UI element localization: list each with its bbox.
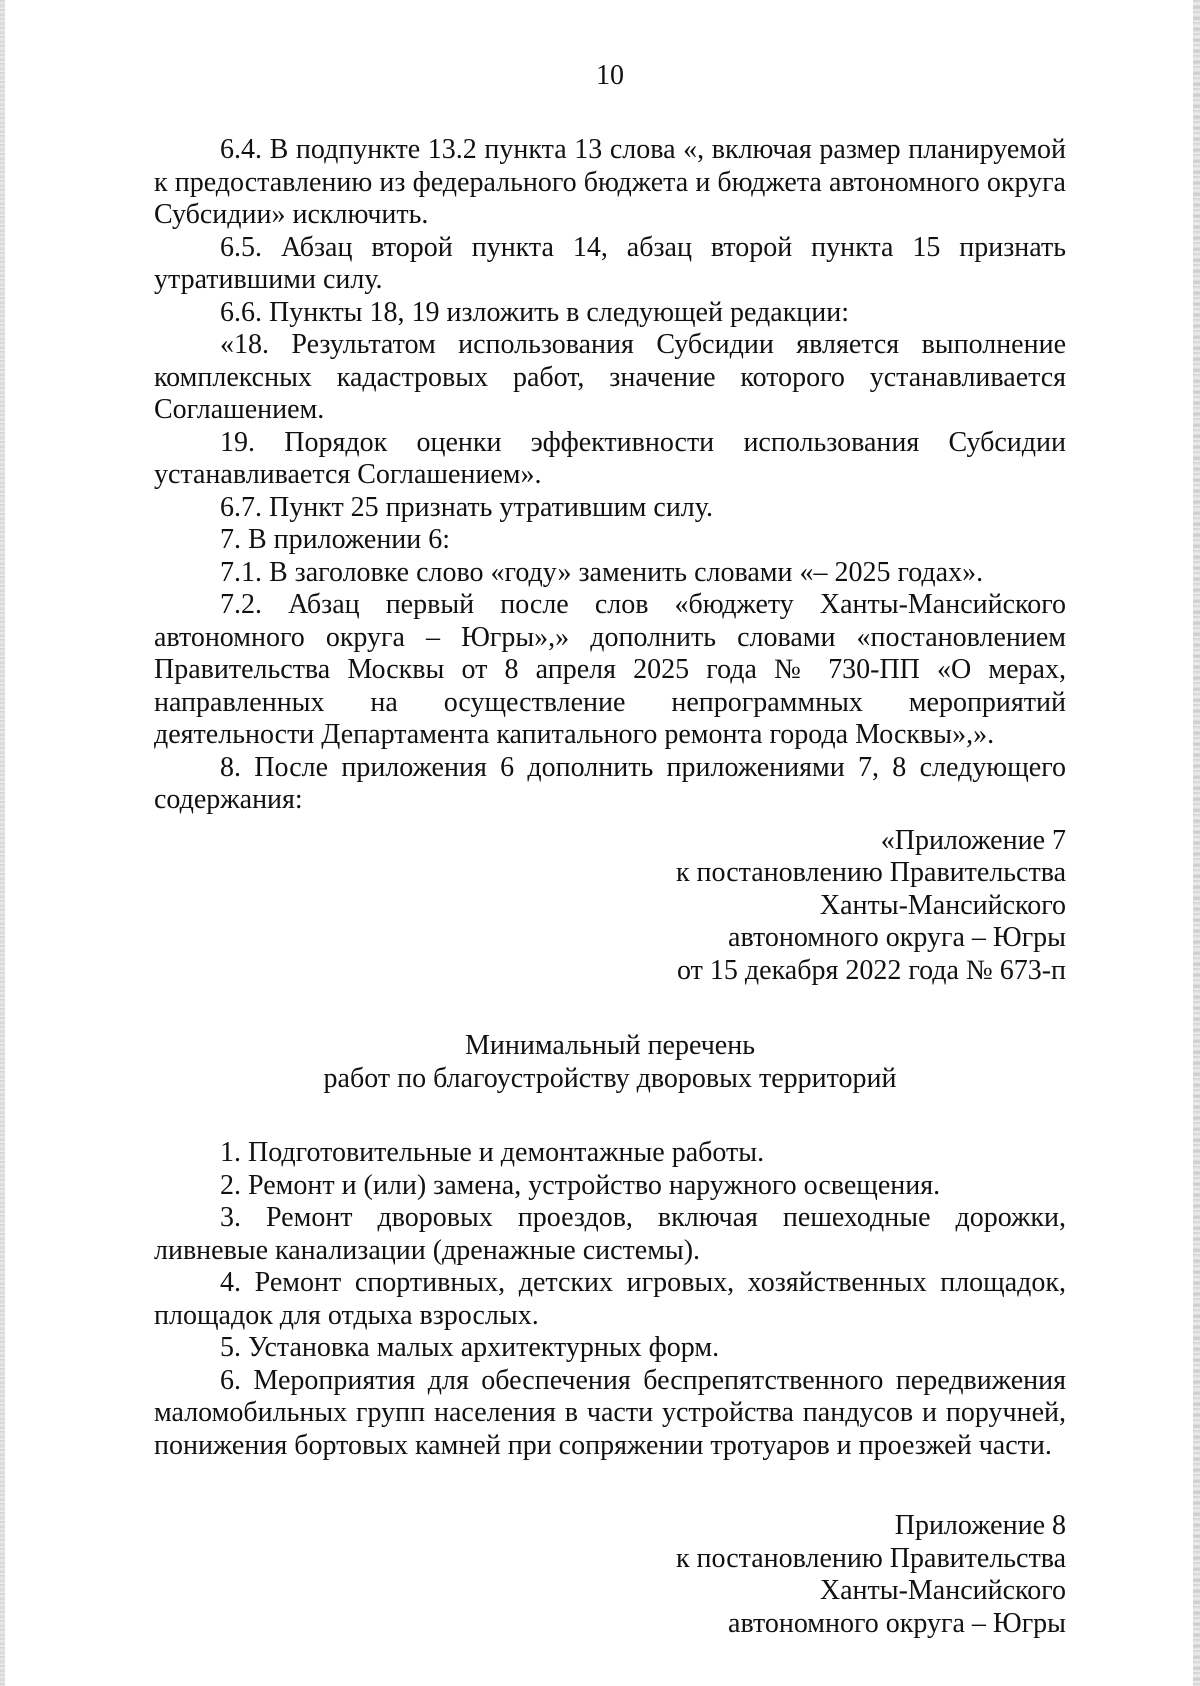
document-page (154, 60, 1066, 1640)
appendix-7-line: к постановлению Правительства (675, 857, 1066, 888)
appendix-8-line: к постановлению Правительства (675, 1542, 1066, 1574)
list-item: 5. Установка малых архитектурных форм. (220, 1332, 720, 1363)
appendix-7-line: от 15 декабря 2022 года № 673-п (677, 954, 1066, 986)
paragraph-7-1: 7.1. В заголовке слово «году» заменить словами «– 2025 годах». (220, 556, 984, 588)
list-item: 3. Ремонт дворовых проездов, включая пешеходные дорожки, ливневые канализации (дренажные системы). (154, 1202, 1066, 1266)
paragraph-18: «18. Результатом использования Субсидии является выполнение комплексных кадастровых работ, значение которого устанавливается Соглашением. (154, 329, 1066, 425)
paragraph-6-5: 6.5. Абзац второй пункта 14, абзац второй пункта 15 признать утратившими силу. (154, 231, 1066, 295)
paragraph-7-2: 7.2. Абзац первый после слов «бюджету Ханты-Мансийского автономного округа – Югры»,» дополнить словами «постановлением Правительства Москвы от 8 апреля 2025 года № 730-ПП «О мерах, направленных на осуществление непрограммных мероприятий деятельности Департамента капитального ремонта города Москвы»,». (154, 589, 1066, 750)
appendix-8-line: Приложение 8 (894, 1510, 1066, 1541)
appendix-8-header (154, 1510, 1066, 1640)
paragraph-6-7: 6.7. Пункт 25 признать утратившим силу. (220, 491, 713, 523)
appendix-7-header (154, 825, 1066, 988)
appendix-8-line: Ханты-Мансийского (819, 1575, 1066, 1606)
list-title (154, 1029, 1066, 1095)
list-item: 1. Подготовительные и демонтажные работы. (220, 1137, 765, 1168)
paragraph-8: 8. После приложения 6 дополнить приложениями 7, 8 следующего содержания: (154, 751, 1066, 815)
list-item: 2. Ремонт и (или) замена, устройство наружного освещения. (220, 1169, 941, 1201)
paragraph-19: 19. Порядок оценки эффективности использования Субсидии устанавливается Соглашением». (154, 426, 1066, 490)
appendix-8-line: автономного округа – Югры (728, 1607, 1066, 1639)
works-list (154, 1137, 1066, 1462)
paragraph-6-4: 6.4. В подпункте 13.2 пункта 13 слова «, включая размер планируемой к предоставлению из федерального бюджета и бюджета автономного округа Субсидии» исключить. (154, 134, 1066, 230)
list-item: 4. Ремонт спортивных, детских игровых, хозяйственных площадок, площадок для отдыха взрослых. (154, 1267, 1066, 1331)
appendix-7-line: автономного округа – Югры (728, 922, 1066, 953)
list-item: 6. Мероприятия для обеспечения беспрепятственного передвижения маломобильных групп населения в части устройства пандусов и поручней, понижения бортовых камней при сопряжении тротуаров и проезжей части. (154, 1364, 1066, 1461)
paragraph-6-6: 6.6. Пункты 18, 19 изложить в следующей редакции: (220, 296, 850, 328)
appendix-7-line: «Приложение 7 (880, 824, 1066, 856)
paragraph-7: 7. В приложении 6: (220, 524, 451, 555)
scan-edge-left (0, 0, 5, 1686)
amendments-section (154, 134, 1066, 817)
appendix-7-line: Ханты-Мансийского (819, 889, 1066, 921)
page-number: 10 (596, 60, 624, 91)
list-title-line-1: Минимальный перечень (465, 1030, 755, 1061)
list-title-line-2: работ по благоустройству дворовых территорий (323, 1063, 897, 1094)
scan-edge-right (1193, 0, 1200, 1686)
